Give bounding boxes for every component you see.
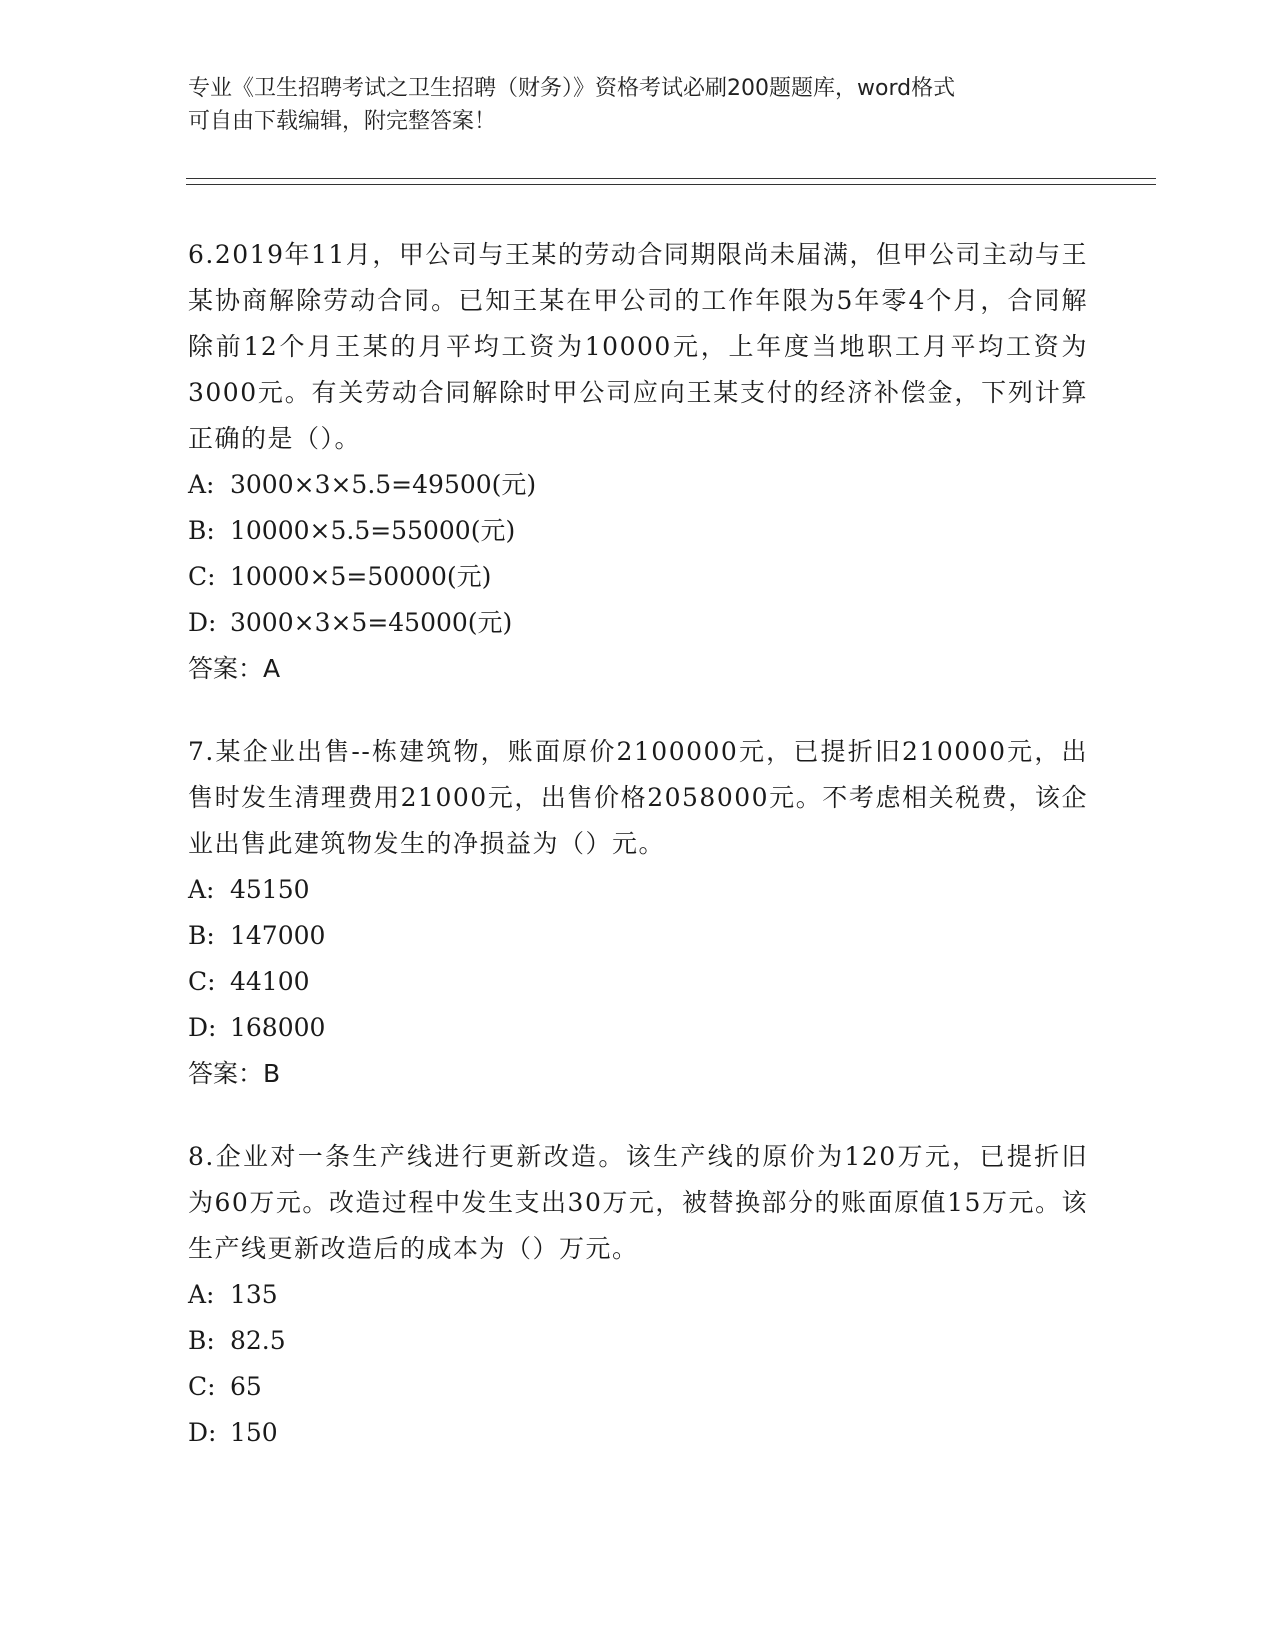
option-text: 10000×5=50000(元) [230,562,492,591]
option-letter: A: [188,470,215,499]
document-header [188,72,1068,138]
option-text: 150 [230,1418,278,1447]
option-d [188,600,1088,646]
question-stem: 7.某企业出售--栋建筑物，账面原价2100000元，已提折旧210000元，出售时发生清理费用21000元，出售价格2058000元。不考虑相关税费，该企业出售此建筑物发生的净损益为（）元。 [188,737,1088,858]
option-text: 168000 [230,1013,326,1042]
option-c [188,959,1088,1005]
question-7 [188,729,1088,1097]
option-letter: B: [188,1326,215,1355]
question-8 [188,1134,1088,1456]
option-letter: B: [188,921,215,950]
option-text: 135 [230,1280,278,1309]
header-line-2: 可自由下载编辑，附完整答案！ [188,109,497,134]
header-line-1: 专业《卫生招聘考试之卫生招聘（财务）》资格考试必刷200题题库，word格式 [188,76,956,101]
option-letter: D: [188,1418,217,1447]
option-letter: C: [188,562,216,591]
option-a [188,1272,1088,1318]
option-text: 147000 [230,921,326,950]
question-6 [188,232,1088,692]
option-letter: D: [188,608,217,637]
option-text: 82.5 [230,1326,286,1355]
option-letter: A: [188,1280,215,1309]
option-text: 44100 [230,967,310,996]
option-d [188,1005,1088,1051]
answer-label: 答案：B [188,1059,281,1088]
option-text: 10000×5.5=55000(元) [230,516,516,545]
option-c [188,554,1088,600]
option-a [188,867,1088,913]
option-letter: D: [188,1013,217,1042]
header-divider [186,178,1156,185]
option-d [188,1410,1088,1456]
option-letter: C: [188,967,216,996]
option-text: 3000×3×5.5=49500(元) [230,470,537,499]
option-text: 65 [230,1372,262,1401]
question-stem: 8.企业对一条生产线进行更新改造。该生产线的原价为120万元，已提折旧为60万元。改造过程中发生支出30万元，被替换部分的账面原值15万元。该生产线更新改造后的成本为（）万元。 [188,1142,1088,1263]
option-letter: B: [188,516,215,545]
option-a [188,462,1088,508]
question-stem: 6.2019年11月，甲公司与王某的劳动合同期限尚未届满，但甲公司主动与王某协商解除劳动合同。已知王某在甲公司的工作年限为5年零4个月，合同解除前12个月王某的月平均工资为10000元，上年度当地职工月平均工资为3000元。有关劳动合同解除时甲公司应向王某支付的经济补偿金，下列计算正确的是（）。 [188,240,1088,453]
option-letter: A: [188,875,215,904]
option-b [188,1318,1088,1364]
option-text: 3000×3×5=45000(元) [230,608,513,637]
option-c [188,1364,1088,1410]
answer-label: 答案：A [188,654,281,683]
option-text: 45150 [230,875,310,904]
option-b [188,508,1088,554]
option-letter: C: [188,1372,216,1401]
option-b [188,913,1088,959]
question-list [188,232,1088,1493]
